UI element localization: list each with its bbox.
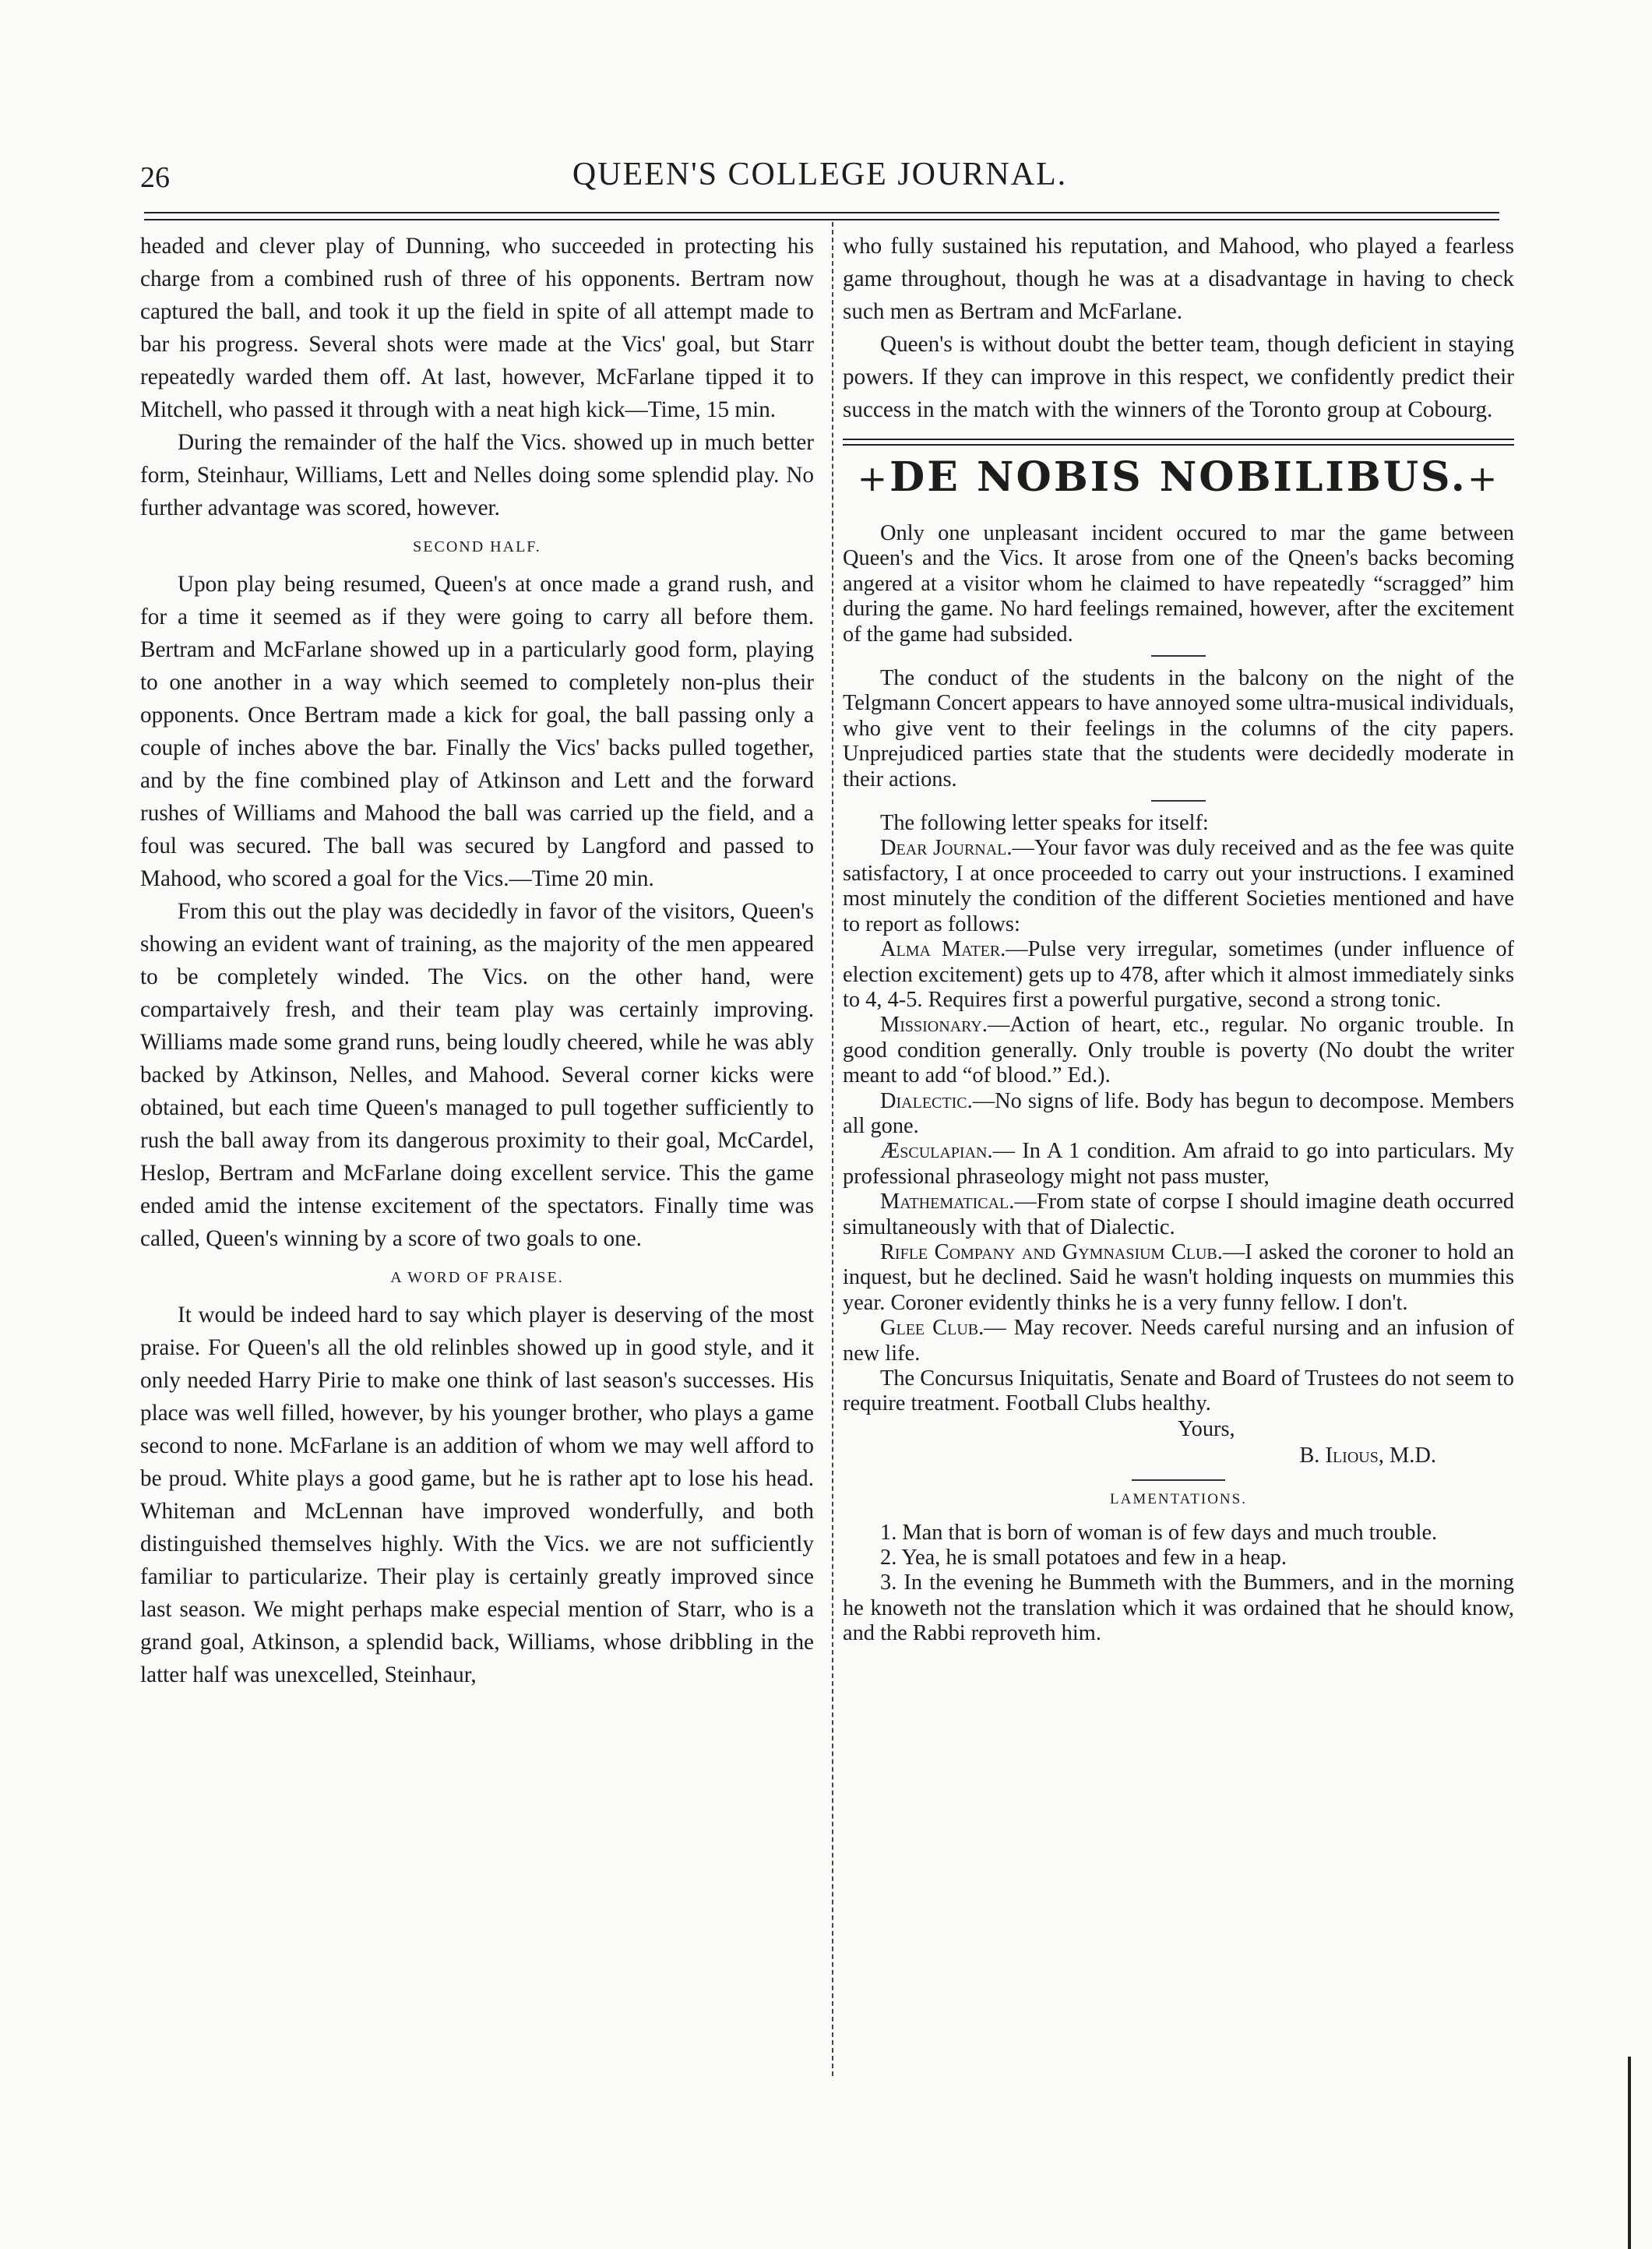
department-title — [843, 453, 1514, 501]
department-title-text: DE NOBIS NOBILIBUS. — [889, 453, 1467, 501]
letter-intro: The following letter speaks for itself: — [880, 811, 1209, 836]
society-label: Alma Mater. — [880, 937, 1006, 962]
divider — [1151, 800, 1206, 802]
paragraph: who fully sustained his reputation, and Mahood, who played a fearless game throughout, though he was at a disadvantage in having to check such men as Bertram and McFarlane. — [843, 234, 1514, 324]
society-report: Glee Club.— May recover. Needs careful nursing and an infusion of new life. — [843, 1316, 1515, 1366]
society-label: Dialectic. — [880, 1088, 973, 1113]
paragraph: headed and clever play of Dunning, who succeeded in protecting his charge from a combined rush of three of his opponents. Bertram now captured the ball, and took it up the field in spite of all attempt made to bar his progress. Several shots were made at the Vics' goal, but Starr repeatedly warded them off. At last, however, McFarlane tipped it to Mitchell, who passed it through with a neat high kick—Time, 15 min. — [140, 234, 814, 422]
closing-yours: Yours, — [1178, 1416, 1235, 1441]
letter-label: Dear Journal. — [880, 836, 1013, 861]
society-label: Missionary. — [880, 1013, 988, 1038]
society-label: Æsculapian. — [880, 1139, 993, 1164]
paragraph: Queen's is without doubt the better team, though deficient in staying powers. If they can improve in this respect, we confidently predict their success in the match with the winners of the Toronto group at Cobourg. — [843, 332, 1514, 422]
ornament-right-icon: + — [1467, 457, 1500, 499]
section-heading-second-half: SECOND HALF. — [413, 538, 541, 555]
society-label: Rifle Company and Gymnasium Club. — [880, 1239, 1223, 1264]
society-report: Dialectic.—No signs of life. Body has begun to decompose. Members all gone. — [843, 1088, 1514, 1138]
section-rule — [843, 439, 1514, 446]
page-number: 26 — [140, 161, 170, 194]
scan-edge-mark — [1628, 2057, 1631, 2249]
letter-paragraph: The Concursus Iniquitatis, Senate and Board of Trustees do not seem to require treatment. Football Clubs healthy. — [843, 1366, 1514, 1416]
lamentations-heading: LAMENTATIONS. — [1110, 1491, 1247, 1508]
journal-title: QUEEN'S COLLEGE JOURNAL. — [572, 157, 1068, 192]
ornament-left-icon: + — [857, 457, 890, 499]
paragraph: It would be indeed hard to say which player is deserving of the most praise. For Queen's all the old relinbles showed up in good style, and it only needed Harry Pirie to make one think of last season's successes. His place was well filled, however, by his younger brother, who plays a game second to none. McFarlane is an addition of whom we may well afford to be proud. White plays a good game, but he is rather apt to lose his head. Whiteman and McLennan have improved wonderfully, and both distinguished themselves highly. With the Vics. we are not sufficiently familiar to particularize. Their play is certainly greatly improved since last season. We might perhaps make especial mention of Starr, who is a grand goal, Atkinson, a splendid back, Williams, whose dribbling in the latter half was unexcelled, Steinhaur, — [140, 1303, 814, 1687]
letter-paragraph: Dear Journal.—Your favor was duly received and as the fee was quite satisfactory, I at once proceeded to carry out your instructions. I examined most minutely the condition of the different Societies mentioned and have to report as follows: — [843, 836, 1514, 936]
left-column — [140, 230, 814, 1691]
closing-line — [843, 1417, 1514, 1444]
society-report: Rifle Company and Gymnasium Club.—I asked the coroner to hold an inquest, but he declined. Said he wasn't holding inquests on mummies this year. Coroner evidently thinks he is a very funny fellow. I don't. — [843, 1239, 1514, 1315]
society-report: Æsculapian.— In A 1 condition. Am afraid to go into particulars. My professional phraseology might not pass muster, — [843, 1139, 1514, 1189]
column-notes — [843, 521, 1514, 1647]
note-item: The conduct of the students in the balcony on the night of the Telgmann Concert appears to have annoyed some ultra-musical individuals, who give vent to their feelings in the columns of the city papers. Unprejudiced parties state that the students were decidedly moderate in their actions. — [843, 666, 1514, 791]
society-label: Mathematical. — [880, 1190, 1015, 1214]
divider — [1132, 1479, 1225, 1481]
note-item: Only one unpleasant incident occured to mar the game between Queen's and the Vics. It arose from one of the Qneen's backs becoming angered at a visitor whom he claimed to have repeatedly “scragged” him during the game. No hard feelings remained, however, after the excitement of the game had subsided. — [843, 521, 1514, 647]
society-report: Mathematical.—From state of corpse I should imagine death occurred simultaneously with that of Dialectic. — [843, 1190, 1514, 1239]
paragraph: During the remainder of the half the Vics. showed up in much better form, Steinhaur, Williams, Lett and Nelles doing some splendid play. No further advantage was scored, however. — [140, 430, 814, 520]
divider — [1151, 655, 1206, 657]
paragraph: From this out the play was decidedly in favor of the visitors, Queen's showing an evident want of training, as the majority of the men appeared to be completely winded. The Vics. on the other hand, were compartaively fresh, and their team play was certainly improving. Williams made some grand runs, being loudly cheered, while he was ably backed by Atkinson, Nelles, and Mahood. Several corner kicks were obtained, but each time Queen's managed to pull together sufficiently to rush the ball away from its dangerous proximity to their goal, McCardel, Heslop, Bertram and McFarlane doing excellent service. This the game ended amid the intense excitement of the spectators. Finally time was called, Queen's winning by a score of two goals to one. — [140, 899, 814, 1251]
society-report: Missionary.—Action of heart, etc., regular. No organic trouble. In good condition generally. Only trouble is poverty (No doubt the writer meant to add “of blood.” Ed.). — [843, 1013, 1514, 1088]
section-heading-praise: A WORD OF PRAISE. — [390, 1269, 564, 1286]
lamentation-item: 2. Yea, he is small potatoes and few in a heap. — [880, 1546, 1287, 1570]
lamentation-item: 1. Man that is born of woman is of few days and much trouble. — [880, 1520, 1438, 1545]
signature: B. Ilious, M.D. — [1299, 1443, 1436, 1468]
society-label: Glee Club. — [880, 1316, 985, 1341]
header-rule — [144, 212, 1499, 220]
paragraph: Upon play being resumed, Queen's at once made a grand rush, and for a time it seemed as if they were going to carry all before them. Bertram and McFarlane showed up in a particularly good form, playing to one another in a way which seemed to completely non-plus their opponents. Once Bertram made a kick for goal, the ball passing only a couple of inches above the bar. Finally the Vics' backs pulled together, and by the fine combined play of Atkinson and Lett and the forward rushes of Williams and Mahood the ball was carried up the field, and a foul was secured. The ball was secured by Langford and passed to Mahood, who scored a goal for the Vics.—Time 20 min. — [140, 572, 814, 891]
column-divider — [832, 222, 833, 2076]
society-report: Alma Mater.—Pulse very irregular, sometimes (under influence of election excitement) gets up to 478, after which it almost immediately sinks to 4, 4-5. Requires first a powerful purgative, second a strong tonic. — [843, 937, 1514, 1012]
lamentation-item: 3. In the evening he Bummeth with the Bummers, and in the morning he knoweth not the translation which it was ordained that he should know, and the Rabbi reproveth him. — [843, 1570, 1514, 1646]
right-column — [843, 230, 1514, 1647]
page-header — [140, 150, 1499, 196]
